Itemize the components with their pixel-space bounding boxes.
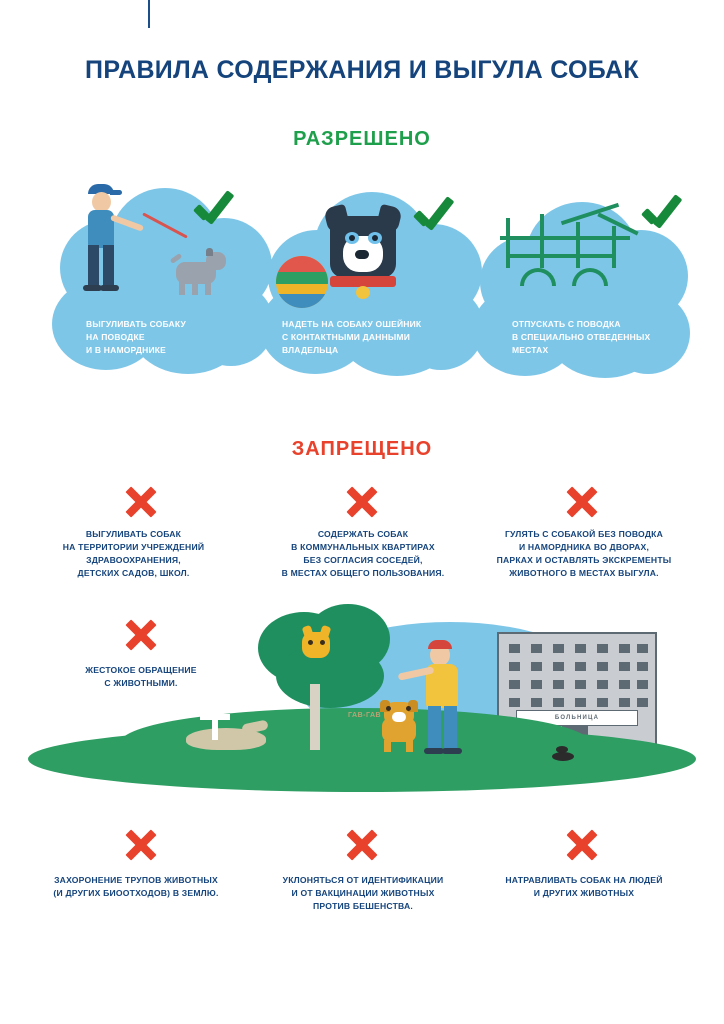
allowed-3-line2: В СПЕЦИАЛЬНО ОТВЕДЕННЫХ (512, 332, 651, 342)
forbidden-3-line1: ГУЛЯТЬ С СОБАКОЙ БЕЗ ПОВОДКА (504, 529, 663, 539)
bottom-scene (0, 600, 724, 820)
x-icon-f1 (126, 487, 156, 517)
forbidden-1-line4: ДЕТСКИХ САДОВ, ШКОЛ. (77, 568, 190, 578)
forbidden-6-line3: ПРОТИВ БЕШЕНСТВА. (313, 901, 413, 911)
allowed-card-2-caption (282, 318, 472, 357)
allowed-1-line1: ВЫГУЛИВАТЬ СОБАКУ (86, 319, 186, 329)
forbidden-5-line1: ЗАХОРОНЕНИЕ ТРУПОВ ЖИВОТНЫХ (54, 875, 218, 885)
forbidden-3-line2: И НАМОРДНИКА ВО ДВОРАХ, (518, 542, 650, 552)
allowed-card-3-caption (512, 318, 687, 357)
forbidden-5-line2: (И ДРУГИХ БИООТХОДОВ) В ЗЕМЛЮ. (53, 888, 219, 898)
dog-bark-text: ГАВ-ГАВ (348, 712, 382, 719)
excrement-spot-1 (552, 752, 574, 761)
x-icon-f2 (347, 487, 377, 517)
allowed-2-line2: С КОНТАКТНЫМИ ДАННЫМИ (282, 332, 411, 342)
forbidden-6-line1: УКЛОНЯТЬСЯ ОТ ИДЕНТИФИКАЦИИ (282, 875, 444, 885)
forbidden-4-line2: С ЖИВОТНЫМИ. (104, 678, 178, 688)
forbidden-4-line1: ЖЕСТОКОЕ ОБРАЩЕНИЕ (85, 665, 197, 675)
forbidden-rule-6 (258, 874, 468, 913)
forbidden-2-line1: СОДЕРЖАТЬ СОБАК (317, 529, 409, 539)
allowed-1-line3: И В НАМОРДНИКЕ (86, 345, 167, 355)
allowed-3-line3: МЕСТАХ (512, 345, 549, 355)
x-icon-f6 (347, 830, 377, 860)
forbidden-rule-5 (30, 874, 242, 900)
allowed-1-line2: НА ПОВОДКЕ (86, 332, 145, 342)
x-icon-f5 (126, 830, 156, 860)
forbidden-1-line3: ЗДРАВООХРАНЕНИЯ, (86, 555, 181, 565)
allowed-2-line1: НАДЕТЬ НА СОБАКУ ОШЕЙНИК (282, 319, 422, 329)
page-title: ПРАВИЛА СОДЕРЖАНИЯ И ВЫГУЛА СОБАК (85, 56, 639, 84)
excrement-spot-2 (556, 746, 568, 753)
forbidden-heading: ЗАПРЕЩЕНО (291, 438, 433, 460)
forbidden-rule-1 (26, 528, 241, 580)
forbidden-rule-2 (253, 528, 473, 580)
top-rule-decoration (148, 0, 150, 28)
x-icon-f3 (567, 487, 597, 517)
check-icon-1 (192, 186, 238, 232)
tree-crown-3 (276, 644, 384, 708)
forbidden-2-line4: В МЕСТАХ ОБЩЕГО ПОЛЬЗОВАНИЯ. (281, 568, 445, 578)
forbidden-2-line2: В КОММУНАЛЬНЫХ КВАРТИРАХ (291, 542, 435, 552)
forbidden-6-line2: И ОТ ВАКЦИНАЦИИ ЖИВОТНЫХ (291, 888, 435, 898)
forbidden-3-line4: ЖИВОТНОГО В МЕСТАХ ВЫГУЛА. (509, 568, 659, 578)
forbidden-rule-7 (474, 874, 694, 900)
forbidden-1-line1: ВЫГУЛИВАТЬ СОБАК (85, 529, 182, 539)
check-icon-3 (640, 190, 686, 236)
forbidden-rule-3 (468, 528, 700, 580)
forbidden-3-line3: ПАРКАХ И ОСТАВЛЯТЬ ЭКСКРЕМЕНТЫ (496, 555, 672, 565)
allowed-3-line1: ОТПУСКАТЬ С ПОВОДКА (512, 319, 621, 329)
x-icon-f7 (567, 830, 597, 860)
allowed-2-line3: ВЛАДЕЛЬЦА (282, 345, 339, 355)
allowed-card-1-caption (86, 318, 256, 357)
forbidden-7-line1: НАТРАВЛИВАТЬ СОБАК НА ЛЮДЕЙ (505, 875, 663, 885)
forbidden-2-line3: БЕЗ СОГЛАСИЯ СОСЕДЕЙ, (303, 555, 423, 565)
check-icon-2 (412, 192, 458, 238)
allowed-heading: РАЗРЕШЕНО (293, 128, 431, 150)
hospital-sign: БОЛЬНИЦА (516, 710, 638, 726)
tree-trunk (310, 684, 320, 750)
forbidden-7-line2: И ДРУГИХ ЖИВОТНЫХ (533, 888, 635, 898)
forbidden-1-line2: НА ТЕРРИТОРИИ УЧРЕЖДЕНИЙ (62, 542, 205, 552)
